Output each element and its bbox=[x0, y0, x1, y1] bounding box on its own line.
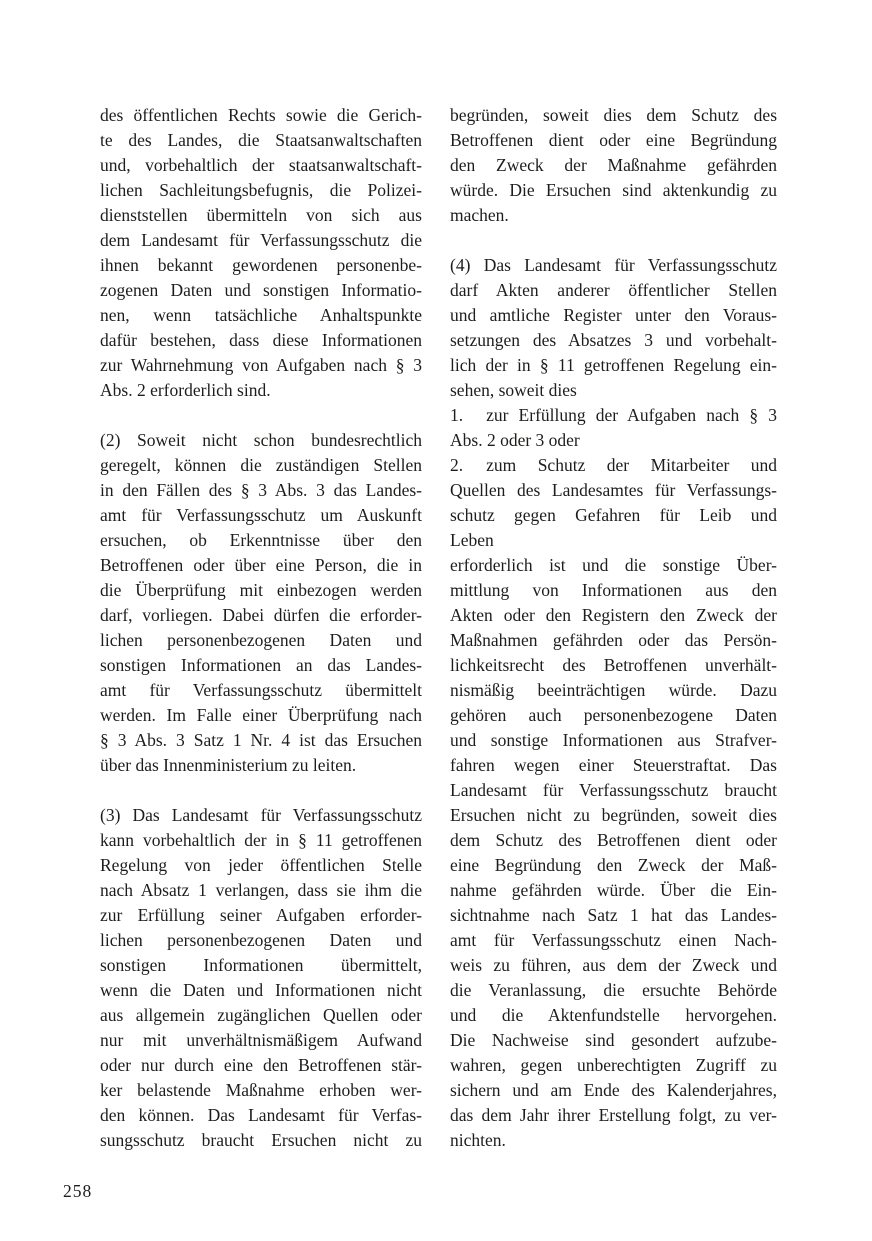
text-line: amt für Verfassungsschutz übermittelt bbox=[100, 680, 422, 700]
text-line: te des Landes, die Staatsanwaltschaften bbox=[100, 130, 422, 150]
text-line: eine Begründung den Zweck der Maß- bbox=[450, 855, 777, 875]
text-line: den können. Das Landesamt für Verfas- bbox=[100, 1105, 422, 1125]
text-line: nismäßig beeinträchtigen würde. Dazu bbox=[450, 680, 777, 700]
text-line: (3) Das Landesamt für Verfassungsschutz bbox=[100, 805, 422, 825]
text-line: Akten oder den Registern den Zweck der bbox=[450, 605, 777, 625]
text-line: weis zu führen, aus dem der Zweck und bbox=[450, 955, 777, 975]
text-line: Landesamt für Verfassungsschutz braucht bbox=[450, 780, 777, 800]
text-line: geregelt, können die zuständigen Stellen bbox=[100, 455, 422, 475]
text-line: kann vorbehaltlich der in § 11 getroffenen bbox=[100, 830, 422, 850]
text-line: machen. bbox=[450, 205, 509, 225]
paragraph bbox=[100, 103, 422, 403]
text-line: nahme gefährden würde. Über die Ein- bbox=[450, 880, 777, 900]
text-line: amt für Verfassungsschutz einen Nach- bbox=[450, 930, 777, 950]
page-number: 258 bbox=[63, 1181, 93, 1201]
text-line: amt für Verfassungsschutz um Auskunft bbox=[100, 505, 422, 525]
paragraph bbox=[100, 803, 422, 1153]
text-column-right bbox=[450, 103, 777, 1153]
text-line: setzungen des Absatzes 3 und vorbehalt- bbox=[450, 330, 777, 350]
text-line: nichten. bbox=[450, 1130, 506, 1150]
text-line: Quellen des Landesamtes für Verfassungs- bbox=[450, 480, 777, 500]
text-line: Ersuchen nicht zu begründen, soweit dies bbox=[450, 805, 777, 825]
text-line: § 3 Abs. 3 Satz 1 Nr. 4 ist das Ersuchen bbox=[100, 730, 422, 750]
text-line: Die Nachweise sind gesondert aufzube- bbox=[450, 1030, 777, 1050]
text-line: und, vorbehaltlich der staatsanwaltschaft- bbox=[100, 155, 422, 175]
text-line: lich der in § 11 getroffenen Regelung ein- bbox=[450, 355, 777, 375]
text-line: (2) Soweit nicht schon bundesrechtlich bbox=[100, 430, 422, 450]
text-line: zogenen Daten und sonstigen Informatio- bbox=[100, 280, 422, 300]
paragraph bbox=[100, 428, 422, 778]
text-line: Betroffenen dient oder eine Begründung bbox=[450, 130, 777, 150]
text-columns bbox=[100, 103, 777, 1153]
text-line: nach Absatz 1 verlangen, dass sie ihm die bbox=[100, 880, 422, 900]
text-line: begründen, soweit dies dem Schutz des bbox=[450, 105, 777, 125]
text-line: dem Landesamt für Verfassungsschutz die bbox=[100, 230, 422, 250]
text-line: Betroffenen oder über eine Person, die in bbox=[100, 555, 422, 575]
text-line: fahren wegen einer Steuerstraftat. Das bbox=[450, 755, 777, 775]
list-number: 1. bbox=[450, 405, 464, 425]
text-line: und die Aktenfundstelle hervorgehen. bbox=[450, 1005, 777, 1025]
text-line: Leben bbox=[450, 530, 494, 550]
text-line: darf, vorliegen. Dabei dürfen die erforder- bbox=[100, 605, 422, 625]
text-line: dienststellen übermitteln von sich aus bbox=[100, 205, 422, 225]
text-line: werden. Im Falle einer Überprüfung nach bbox=[100, 705, 422, 725]
text-line: ker belastende Maßnahme erhoben wer- bbox=[100, 1080, 422, 1100]
text-line: sonstigen Informationen übermittelt, bbox=[100, 955, 422, 975]
text-line: Abs. 2 erforderlich sind. bbox=[100, 380, 271, 400]
text-line: zur Wahrnehmung von Aufgaben nach § 3 bbox=[100, 355, 422, 375]
text-line: 2. zum Schutz der Mitarbeiter und bbox=[450, 455, 777, 475]
text-line: Abs. 2 oder 3 oder bbox=[450, 430, 580, 450]
text-column-left bbox=[100, 103, 422, 1153]
text-line: wahren, gegen unberechtigten Zugriff zu bbox=[450, 1055, 777, 1075]
text-line: Maßnahmen gefährden oder das Persön- bbox=[450, 630, 777, 650]
text-line: lichen personenbezogenen Daten und bbox=[100, 630, 422, 650]
text-line: ersuchen, ob Erkenntnisse über den bbox=[100, 530, 422, 550]
text-line: oder nur durch eine den Betroffenen stär- bbox=[100, 1055, 422, 1075]
list-number: 2. bbox=[450, 455, 464, 475]
text-line: sonstigen Informationen an das Landes- bbox=[100, 655, 422, 675]
text-line: den Zweck der Maßnahme gefährden bbox=[450, 155, 777, 175]
text-line: mittlung von Informationen aus den bbox=[450, 580, 777, 600]
text-line: lichen personenbezogenen Daten und bbox=[100, 930, 422, 950]
text-line: und amtliche Register unter den Voraus- bbox=[450, 305, 777, 325]
text-line: sehen, soweit dies bbox=[450, 380, 577, 400]
text-line: 1. zur Erfüllung der Aufgaben nach § 3 bbox=[450, 405, 777, 425]
paragraph bbox=[450, 253, 777, 1153]
paragraph bbox=[450, 103, 777, 228]
text-line: des öffentlichen Rechts sowie die Gerich- bbox=[100, 105, 422, 125]
text-line: wenn die Daten und Informationen nicht bbox=[100, 980, 422, 1000]
text-line: sichtnahme nach Satz 1 hat das Landes- bbox=[450, 905, 777, 925]
text-line: in den Fällen des § 3 Abs. 3 das Landes- bbox=[100, 480, 422, 500]
text-line: sichern und am Ende des Kalenderjahres, bbox=[450, 1080, 777, 1100]
text-line: Regelung von jeder öffentlichen Stelle bbox=[100, 855, 422, 875]
text-line: würde. Die Ersuchen sind aktenkundig zu bbox=[450, 180, 777, 200]
text-line: dafür bestehen, dass diese Informationen bbox=[100, 330, 422, 350]
text-line: dem Schutz des Betroffenen dient oder bbox=[450, 830, 777, 850]
text-line: erforderlich ist und die sonstige Über- bbox=[450, 555, 777, 575]
text-line: sungsschutz braucht Ersuchen nicht zu bbox=[100, 1130, 422, 1150]
text-line: zur Erfüllung seiner Aufgaben erforder- bbox=[100, 905, 422, 925]
text-line: (4) Das Landesamt für Verfassungsschutz bbox=[450, 255, 777, 275]
text-line: schutz gegen Gefahren für Leib und bbox=[450, 505, 777, 525]
text-line: lichkeitsrecht des Betroffenen unverhält- bbox=[450, 655, 777, 675]
text-line: die Veranlassung, die ersuchte Behörde bbox=[450, 980, 777, 1000]
text-line: die Überprüfung mit einbezogen werden bbox=[100, 580, 422, 600]
text-line: gehören auch personenbezogene Daten bbox=[450, 705, 777, 725]
text-line: das dem Jahr ihrer Erstellung folgt, zu ver- bbox=[450, 1105, 777, 1125]
text-line: über das Innenministerium zu leiten. bbox=[100, 755, 357, 775]
text-line: nen, wenn tatsächliche Anhaltspunkte bbox=[100, 305, 422, 325]
text-line: lichen Sachleitungsbefugnis, die Polizei- bbox=[100, 180, 422, 200]
text-line: ihnen bekannt gewordenen personenbe- bbox=[100, 255, 422, 275]
text-line: nur mit unverhältnismäßigem Aufwand bbox=[100, 1030, 422, 1050]
text-line: aus allgemein zugänglichen Quellen oder bbox=[100, 1005, 422, 1025]
text-line: und sonstige Informationen aus Strafver- bbox=[450, 730, 777, 750]
text-line: darf Akten anderer öffentlicher Stellen bbox=[450, 280, 777, 300]
